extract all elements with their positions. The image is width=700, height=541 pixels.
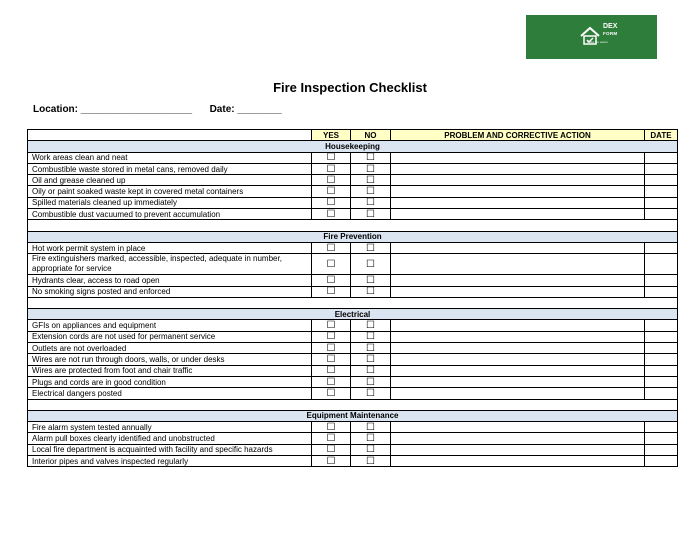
no-checkbox[interactable]: ☐ bbox=[351, 444, 391, 455]
no-checkbox[interactable]: ☐ bbox=[351, 175, 391, 186]
checklist-item-label: Fire alarm system tested annually bbox=[28, 422, 312, 433]
action-cell[interactable] bbox=[391, 275, 645, 286]
date-cell[interactable] bbox=[645, 354, 678, 365]
no-checkbox[interactable]: ☐ bbox=[351, 365, 391, 376]
checklist-item-label: Hydrants clear, access to road open bbox=[28, 275, 312, 286]
yes-checkbox[interactable]: ☐ bbox=[312, 422, 351, 433]
checklist-item-label: Local fire department is acquainted with facility and specific hazards bbox=[28, 444, 312, 455]
yes-checkbox[interactable]: ☐ bbox=[312, 209, 351, 220]
action-cell[interactable] bbox=[391, 186, 645, 197]
no-checkbox[interactable]: ☐ bbox=[351, 343, 391, 354]
date-cell[interactable] bbox=[645, 254, 678, 275]
checklist-row bbox=[28, 320, 678, 331]
checklist-item-label: Extension cords are not used for permanent service bbox=[28, 331, 312, 342]
checklist-item-label: Wires are protected from foot and chair traffic bbox=[28, 365, 312, 376]
checklist-row bbox=[28, 331, 678, 342]
action-cell[interactable] bbox=[391, 422, 645, 433]
no-checkbox[interactable]: ☐ bbox=[351, 286, 391, 297]
spacer-row bbox=[28, 297, 678, 308]
action-cell[interactable] bbox=[391, 163, 645, 174]
date-cell[interactable] bbox=[645, 388, 678, 399]
date-cell[interactable] bbox=[645, 456, 678, 467]
yes-checkbox[interactable]: ☐ bbox=[312, 186, 351, 197]
action-cell[interactable] bbox=[391, 320, 645, 331]
action-cell[interactable] bbox=[391, 354, 645, 365]
checklist-row bbox=[28, 456, 678, 467]
yes-checkbox[interactable]: ☐ bbox=[312, 456, 351, 467]
date-cell[interactable] bbox=[645, 209, 678, 220]
action-cell[interactable] bbox=[391, 376, 645, 387]
action-cell[interactable] bbox=[391, 286, 645, 297]
no-checkbox[interactable]: ☐ bbox=[351, 376, 391, 387]
action-cell[interactable] bbox=[391, 197, 645, 208]
date-cell[interactable] bbox=[645, 433, 678, 444]
location-blank[interactable]: ____________________ bbox=[80, 104, 193, 115]
date-cell[interactable] bbox=[645, 197, 678, 208]
yes-checkbox[interactable]: ☐ bbox=[312, 242, 351, 253]
yes-checkbox[interactable]: ☐ bbox=[312, 331, 351, 342]
no-checkbox[interactable]: ☐ bbox=[351, 354, 391, 365]
checklist-item-label: Electrical dangers posted bbox=[28, 388, 312, 399]
no-checkbox[interactable]: ☐ bbox=[351, 163, 391, 174]
action-cell[interactable] bbox=[391, 242, 645, 253]
date-cell[interactable] bbox=[645, 422, 678, 433]
header-no: NO bbox=[351, 130, 391, 141]
section-title: Housekeeping bbox=[28, 141, 678, 152]
spacer-row bbox=[28, 220, 678, 231]
checklist-row bbox=[28, 163, 678, 174]
checklist-item-label: Combustible waste stored in metal cans, removed daily bbox=[28, 163, 312, 174]
action-cell[interactable] bbox=[391, 456, 645, 467]
yes-checkbox[interactable]: ☐ bbox=[312, 365, 351, 376]
yes-checkbox[interactable]: ☐ bbox=[312, 376, 351, 387]
yes-checkbox[interactable]: ☐ bbox=[312, 197, 351, 208]
date-cell[interactable] bbox=[645, 376, 678, 387]
checklist-item-label: Oil and grease cleaned up bbox=[28, 175, 312, 186]
no-checkbox[interactable]: ☐ bbox=[351, 242, 391, 253]
date-cell[interactable] bbox=[645, 320, 678, 331]
yes-checkbox[interactable]: ☐ bbox=[312, 286, 351, 297]
checklist-table bbox=[27, 129, 678, 467]
yes-checkbox[interactable]: ☐ bbox=[312, 388, 351, 399]
location-date-line bbox=[33, 104, 282, 115]
yes-checkbox[interactable]: ☐ bbox=[312, 320, 351, 331]
date-cell[interactable] bbox=[645, 163, 678, 174]
header-row bbox=[28, 130, 678, 141]
checklist-row bbox=[28, 444, 678, 455]
checklist-item-label: GFIs on appliances and equipment bbox=[28, 320, 312, 331]
yes-checkbox[interactable]: ☐ bbox=[312, 354, 351, 365]
header-yes: YES bbox=[312, 130, 351, 141]
header-item-cell bbox=[28, 130, 312, 141]
checklist-item-label: Hot work permit system in place bbox=[28, 242, 312, 253]
yes-checkbox[interactable]: ☐ bbox=[312, 175, 351, 186]
section-title: Equipment Maintenance bbox=[28, 410, 678, 421]
yes-checkbox[interactable]: ☐ bbox=[312, 254, 351, 275]
section-title: Fire Prevention bbox=[28, 231, 678, 242]
no-checkbox[interactable]: ☐ bbox=[351, 422, 391, 433]
date-cell[interactable] bbox=[645, 242, 678, 253]
header-date: DATE bbox=[645, 130, 678, 141]
section-header-row bbox=[28, 141, 678, 152]
yes-checkbox[interactable]: ☐ bbox=[312, 163, 351, 174]
checklist-row bbox=[28, 422, 678, 433]
no-checkbox[interactable]: ☐ bbox=[351, 320, 391, 331]
spacer-cell bbox=[28, 220, 678, 231]
logo-tagline: Make life easier bbox=[587, 40, 609, 44]
no-checkbox[interactable]: ☐ bbox=[351, 275, 391, 286]
action-cell[interactable] bbox=[391, 152, 645, 163]
checklist-item-label: Oily or paint soaked waste kept in covered metal containers bbox=[28, 186, 312, 197]
yes-checkbox[interactable]: ☐ bbox=[312, 275, 351, 286]
checklist-row bbox=[28, 286, 678, 297]
no-checkbox[interactable]: ☐ bbox=[351, 209, 391, 220]
yes-checkbox[interactable]: ☐ bbox=[312, 152, 351, 163]
checklist-row bbox=[28, 254, 678, 275]
checklist-item-label: Alarm pull boxes clearly identified and unobstructed bbox=[28, 433, 312, 444]
action-cell[interactable] bbox=[391, 209, 645, 220]
date-cell[interactable] bbox=[645, 444, 678, 455]
no-checkbox[interactable]: ☐ bbox=[351, 254, 391, 275]
checklist-item-label: Combustible dust vacuumed to prevent accumulation bbox=[28, 209, 312, 220]
checklist-item-label: Spilled materials cleaned up immediately bbox=[28, 197, 312, 208]
action-cell[interactable] bbox=[391, 175, 645, 186]
checklist-row bbox=[28, 175, 678, 186]
yes-checkbox[interactable]: ☐ bbox=[312, 444, 351, 455]
no-checkbox[interactable]: ☐ bbox=[351, 152, 391, 163]
checklist-item-label: Fire extinguishers marked, accessible, inspected, adequate in number, appropriate for service bbox=[28, 254, 312, 275]
checklist-row bbox=[28, 433, 678, 444]
checklist-item-label: Interior pipes and valves inspected regularly bbox=[28, 456, 312, 467]
checklist-item-label: Wires are not run through doors, walls, or under desks bbox=[28, 354, 312, 365]
date-cell[interactable] bbox=[645, 152, 678, 163]
action-cell[interactable] bbox=[391, 365, 645, 376]
no-checkbox[interactable]: ☐ bbox=[351, 433, 391, 444]
checklist-row bbox=[28, 242, 678, 253]
checklist-row bbox=[28, 197, 678, 208]
logo-brand: DEX bbox=[603, 23, 618, 30]
section-header-row bbox=[28, 231, 678, 242]
action-cell[interactable] bbox=[391, 254, 645, 275]
dexform-logo bbox=[526, 15, 657, 59]
yes-checkbox[interactable]: ☐ bbox=[312, 343, 351, 354]
logo-sub: FORM bbox=[603, 31, 618, 36]
spacer-row bbox=[28, 399, 678, 410]
checklist-row bbox=[28, 354, 678, 365]
action-cell[interactable] bbox=[391, 343, 645, 354]
location-label: Location: bbox=[33, 104, 78, 115]
date-blank[interactable]: ________ bbox=[237, 104, 282, 115]
date-cell[interactable] bbox=[645, 186, 678, 197]
section-header-row bbox=[28, 309, 678, 320]
date-cell[interactable] bbox=[645, 286, 678, 297]
date-label: Date: bbox=[209, 104, 235, 115]
spacer-cell bbox=[28, 297, 678, 308]
action-cell[interactable] bbox=[391, 444, 645, 455]
header-action: PROBLEM AND CORRECTIVE ACTION bbox=[391, 130, 645, 141]
no-checkbox[interactable]: ☐ bbox=[351, 456, 391, 467]
no-checkbox[interactable]: ☐ bbox=[351, 197, 391, 208]
spacer-cell bbox=[28, 399, 678, 410]
date-cell[interactable] bbox=[645, 275, 678, 286]
page-title: Fire Inspection Checklist bbox=[273, 80, 427, 95]
no-checkbox[interactable]: ☐ bbox=[351, 186, 391, 197]
checklist-row bbox=[28, 209, 678, 220]
date-cell[interactable] bbox=[645, 343, 678, 354]
section-header-row bbox=[28, 410, 678, 421]
checklist-item-label: Plugs and cords are in good condition bbox=[28, 376, 312, 387]
section-title: Electrical bbox=[28, 309, 678, 320]
checklist-item-label: Outlets are not overloaded bbox=[28, 343, 312, 354]
date-cell[interactable] bbox=[645, 175, 678, 186]
no-checkbox[interactable]: ☐ bbox=[351, 331, 391, 342]
action-cell[interactable] bbox=[391, 331, 645, 342]
no-checkbox[interactable]: ☐ bbox=[351, 388, 391, 399]
date-cell[interactable] bbox=[645, 331, 678, 342]
yes-checkbox[interactable]: ☐ bbox=[312, 433, 351, 444]
checklist-row bbox=[28, 365, 678, 376]
checklist-item-label: No smoking signs posted and enforced bbox=[28, 286, 312, 297]
action-cell[interactable] bbox=[391, 388, 645, 399]
checklist-row bbox=[28, 186, 678, 197]
action-cell[interactable] bbox=[391, 433, 645, 444]
checklist-row bbox=[28, 275, 678, 286]
checklist-row bbox=[28, 343, 678, 354]
date-cell[interactable] bbox=[645, 365, 678, 376]
checklist-row bbox=[28, 376, 678, 387]
checklist-row bbox=[28, 388, 678, 399]
checklist-row bbox=[28, 152, 678, 163]
checklist-item-label: Work areas clean and neat bbox=[28, 152, 312, 163]
